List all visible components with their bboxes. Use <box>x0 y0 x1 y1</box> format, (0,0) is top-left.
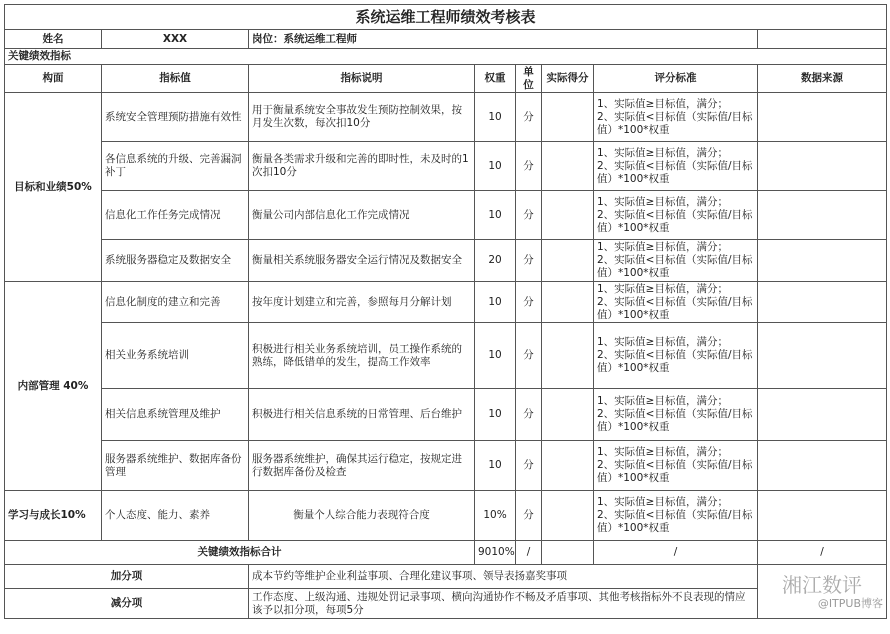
column-header: 权重 <box>475 65 516 93</box>
actual-score[interactable] <box>542 389 594 441</box>
group-label: 内部管理 40% <box>5 282 102 491</box>
data-source <box>758 282 887 323</box>
description: 衡量相关系统服务器安全运行情况及数据安全 <box>249 240 475 282</box>
table-row <box>5 441 887 491</box>
unit: 分 <box>516 389 542 441</box>
weight: 10 <box>475 191 516 240</box>
watermark-source: @ITPUB博客 <box>817 596 884 610</box>
bonus-text: 成本节约等维护企业利益事项、合理化建议事项、领导表扬嘉奖事项 <box>249 565 758 589</box>
description: 衡量公司内部信息化工作完成情况 <box>249 191 475 240</box>
scoring-standard <box>594 323 758 389</box>
indicator: 各信息系统的升级、完善漏洞补丁 <box>102 142 249 191</box>
scoring-line: 1、实际值≥目标值，满分； <box>597 195 728 208</box>
total-scoring: / <box>594 541 758 565</box>
scoring-standard <box>594 240 758 282</box>
total-weight: 9010% <box>475 541 516 565</box>
description: 用于衡量系统安全事故发生预防控制效果，按月发生次数，每次扣10分 <box>249 93 475 142</box>
scoring-line: 2、实际值<目标值（实际值/目标值）*100*权重 <box>597 254 753 279</box>
deduct-row <box>5 589 887 619</box>
actual-score[interactable] <box>542 142 594 191</box>
weight: 10 <box>475 142 516 191</box>
indicator: 系统安全管理预防措施有效性 <box>102 93 249 142</box>
data-source <box>758 491 887 541</box>
bonus-label: 加分项 <box>5 565 249 589</box>
description: 衡量个人综合能力表现符合度 <box>249 491 475 541</box>
actual-score[interactable] <box>542 191 594 240</box>
name-label: 姓名 <box>5 30 102 49</box>
column-header: 评分标准 <box>594 65 758 93</box>
weight: 10 <box>475 93 516 142</box>
scoring-line: 2、实际值<目标值（实际值/目标值）*100*权重 <box>597 110 753 136</box>
name-value: XXX <box>102 30 249 49</box>
scoring-line: 1、实际值≥目标值，满分； <box>597 336 728 348</box>
total-source: / <box>758 541 887 565</box>
actual-score[interactable] <box>542 323 594 389</box>
column-header: 指标说明 <box>249 65 475 93</box>
table-row <box>5 491 887 541</box>
indicator: 相关业务系统培训 <box>102 323 249 389</box>
column-header: 单位 <box>516 65 542 93</box>
actual-score[interactable] <box>542 441 594 491</box>
scoring-line: 2、实际值<目标值（实际值/目标值）*100*权重 <box>597 509 753 534</box>
indicator: 相关信息系统管理及维护 <box>102 389 249 441</box>
unit: 分 <box>516 491 542 541</box>
data-source <box>758 93 887 142</box>
performance-table <box>4 4 887 619</box>
actual-score[interactable] <box>542 491 594 541</box>
section-label: 关键绩效指标 <box>5 49 887 65</box>
column-header: 指标值 <box>102 65 249 93</box>
total-unit: / <box>516 541 542 565</box>
unit: 分 <box>516 191 542 240</box>
table-row <box>5 191 887 240</box>
unit: 分 <box>516 323 542 389</box>
unit: 分 <box>516 441 542 491</box>
scoring-line: 1、实际值≥目标值，满分； <box>597 446 728 458</box>
scoring-line: 2、实际值<目标值（实际值/目标值）*100*权重 <box>597 159 753 185</box>
column-header: 构面 <box>5 65 102 93</box>
group-label: 学习与成长10% <box>5 491 102 541</box>
scoring-standard <box>594 491 758 541</box>
scoring-line: 2、实际值<目标值（实际值/目标值）*100*权重 <box>597 208 753 234</box>
scoring-standard <box>594 389 758 441</box>
table-row <box>5 389 887 441</box>
deduct-label: 减分项 <box>5 589 249 619</box>
scoring-line: 1、实际值≥目标值，满分； <box>597 395 728 407</box>
data-source <box>758 142 887 191</box>
data-source <box>758 191 887 240</box>
description: 积极进行相关业务系统培训，员工操作系统的熟练，降低错单的发生，提高工作效率 <box>249 323 475 389</box>
scoring-standard <box>594 142 758 191</box>
scoring-line: 1、实际值≥目标值，满分； <box>597 146 728 159</box>
deduct-text: 工作态度、上级沟通、违规处罚记录事项、横向沟通协作不畅及矛盾事项、其他考核指标外不良表现的情应该予以扣分项，每项5分 <box>249 589 758 619</box>
scoring-standard <box>594 282 758 323</box>
data-source <box>758 323 887 389</box>
group-label: 目标和业绩50% <box>5 93 102 282</box>
table-row <box>5 240 887 282</box>
indicator: 信息化工作任务完成情况 <box>102 191 249 240</box>
scoring-standard <box>594 93 758 142</box>
scoring-standard <box>594 191 758 240</box>
column-header: 数据来源 <box>758 65 887 93</box>
indicator: 信息化制度的建立和完善 <box>102 282 249 323</box>
description: 按年度计划建立和完善，参照每月分解计划 <box>249 282 475 323</box>
table-row <box>5 93 887 142</box>
actual-score[interactable] <box>542 282 594 323</box>
table-row <box>5 323 887 389</box>
table-row <box>5 282 887 323</box>
indicator: 服务器系统维护、数据库备份管理 <box>102 441 249 491</box>
actual-score[interactable] <box>542 240 594 282</box>
scoring-line: 2、实际值<目标值（实际值/目标值）*100*权重 <box>597 459 753 484</box>
table-row <box>5 142 887 191</box>
scoring-line: 1、实际值≥目标值，满分； <box>597 282 728 295</box>
weight: 10 <box>475 282 516 323</box>
data-source <box>758 441 887 491</box>
scoring-line: 2、实际值<目标值（实际值/目标值）*100*权重 <box>597 408 753 433</box>
unit: 分 <box>516 142 542 191</box>
bonus-row <box>5 565 887 589</box>
scoring-line: 2、实际值<目标值（实际值/目标值）*100*权重 <box>597 295 753 321</box>
position: 岗位：系统运维工程师 <box>249 30 758 49</box>
table-title: 系统运维工程师绩效考核表 <box>5 5 887 30</box>
weight: 10 <box>475 441 516 491</box>
scoring-line: 1、实际值≥目标值，满分； <box>597 241 728 253</box>
scoring-line: 1、实际值≥目标值，满分； <box>597 97 728 110</box>
weight: 10 <box>475 323 516 389</box>
indicator: 个人态度、能力、素养 <box>102 491 249 541</box>
watermark: 湘江数评 <box>782 572 862 597</box>
indicator: 系统服务器稳定及数据安全 <box>102 240 249 282</box>
empty-cell <box>758 30 887 49</box>
weight: 10 <box>475 389 516 441</box>
weight: 10% <box>475 491 516 541</box>
data-source <box>758 240 887 282</box>
unit: 分 <box>516 240 542 282</box>
scoring-line: 2、实际值<目标值（实际值/目标值）*100*权重 <box>597 349 753 374</box>
description: 服务器系统维护，确保其运行稳定，按规定进行数据库备份及检查 <box>249 441 475 491</box>
description: 衡量各类需求升级和完善的即时性，未及时的1次扣10分 <box>249 142 475 191</box>
scoring-line: 1、实际值≥目标值，满分； <box>597 496 728 508</box>
unit: 分 <box>516 93 542 142</box>
total-score <box>542 541 594 565</box>
total-label: 关键绩效指标合计 <box>5 541 475 565</box>
unit: 分 <box>516 282 542 323</box>
scoring-standard <box>594 441 758 491</box>
total-row <box>5 541 887 565</box>
weight: 20 <box>475 240 516 282</box>
data-source <box>758 389 887 441</box>
actual-score[interactable] <box>542 93 594 142</box>
watermark-cell <box>758 565 887 619</box>
column-header: 实际得分 <box>542 65 594 93</box>
description: 积极进行相关信息系统的日常管理、后台维护 <box>249 389 475 441</box>
